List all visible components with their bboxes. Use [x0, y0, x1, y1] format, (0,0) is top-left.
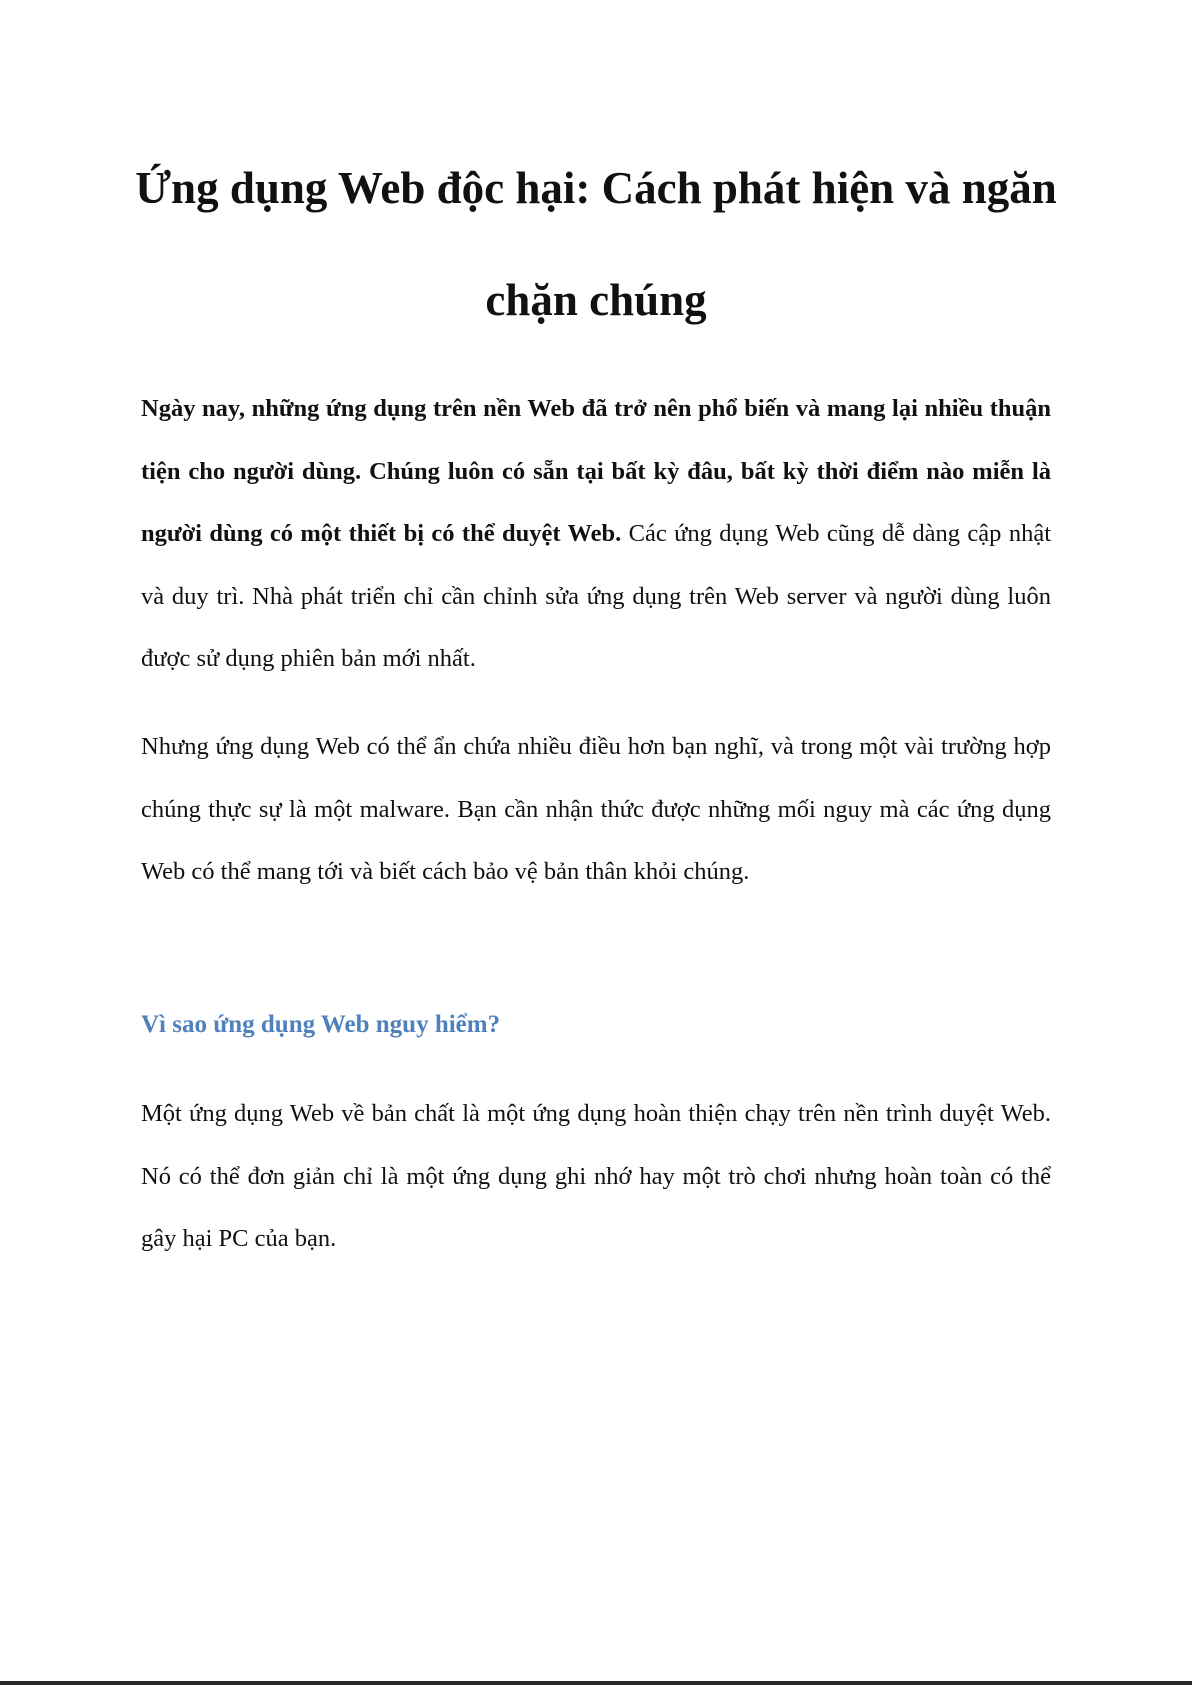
- intro-regular-text: Các ứng dụng Web cũng dễ dàng cập nhật và duy trì. Nhà phát triển chỉ cần chỉnh sửa ứng dụng trên Web server và người dùng luôn được sử dụng phiên bản mới nhất.: [141, 520, 1051, 672]
- intro-paragraph: [141, 378, 1051, 691]
- document-title: Ứng dụng Web độc hại: Cách phát hiện và ngăn chặn chúng: [135, 163, 1057, 325]
- page-bottom-border: [0, 1681, 1192, 1685]
- intro-bold-text: Ngày nay, những ứng dụng trên nền Web đã trở nên phổ biến và mang lại nhiều thuận tiện cho người dùng. Chúng luôn có sẵn tại bất kỳ đâu, bất kỳ thời điểm nào miễn là người dùng có một thiết bị có thể duyệt Web.: [141, 395, 1051, 547]
- third-paragraph: Một ứng dụng Web về bản chất là một ứng dụng hoàn thiện chạy trên nền trình duyệt Web. Nó có thể đơn giản chỉ là một ứng dụng ghi nhớ hay một trò chơi nhưng hoàn toàn có thể gây hại PC của bạn.: [141, 1100, 1051, 1252]
- second-paragraph: Nhưng ứng dụng Web có thể ẩn chứa nhiều điều hơn bạn nghĩ, và trong một vài trường hợp chúng thực sự là một malware. Bạn cần nhận thức được những mối nguy mà các ứng dụng Web có thể mang tới và biết cách bảo vệ bản thân khỏi chúng.: [141, 733, 1051, 885]
- section-heading: Vì sao ứng dụng Web nguy hiểm?: [141, 1011, 501, 1038]
